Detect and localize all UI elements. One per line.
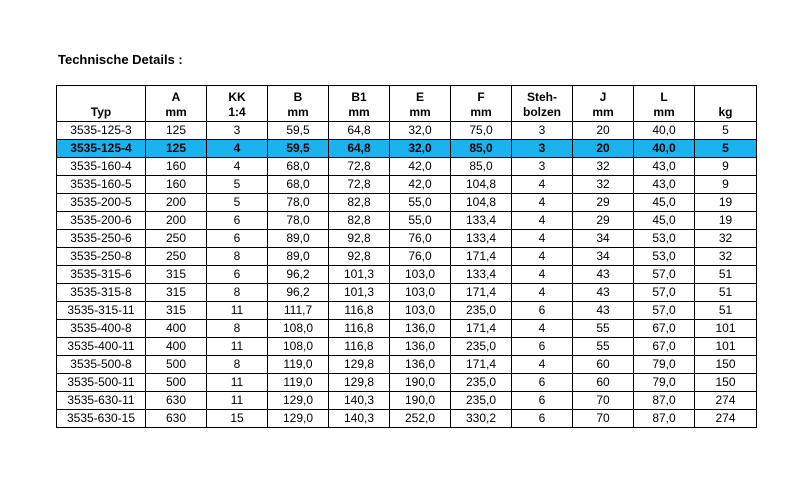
- type-cell: 3535-315-11: [57, 302, 146, 320]
- table-cell: 171,4: [451, 320, 512, 338]
- table-cell: 43: [573, 284, 634, 302]
- table-cell: 51: [695, 284, 757, 302]
- table-cell: 101: [695, 338, 757, 356]
- column-header-line1: KK: [228, 90, 246, 104]
- column-header-line2: mm: [287, 105, 309, 119]
- table-cell: 190,0: [390, 374, 451, 392]
- table-cell: 116,8: [329, 302, 390, 320]
- table-cell: 78,0: [268, 212, 329, 230]
- column-header-line2: mm: [348, 105, 370, 119]
- table-cell: 32: [573, 158, 634, 176]
- column-header-line2: Typ: [90, 105, 112, 119]
- table-cell: 111,7: [268, 302, 329, 320]
- table-cell: 6: [512, 410, 573, 428]
- table-cell: 129,0: [268, 392, 329, 410]
- table-cell: 315: [146, 266, 207, 284]
- type-cell: 3535-200-6: [57, 212, 146, 230]
- table-cell: 500: [146, 374, 207, 392]
- column-header-line1: [57, 90, 145, 105]
- table-cell: 42,0: [390, 176, 451, 194]
- table-cell: 101,3: [329, 266, 390, 284]
- column-header: [695, 86, 757, 122]
- table-cell: 85,0: [451, 140, 512, 158]
- table-row: [57, 266, 757, 284]
- table-row: [57, 320, 757, 338]
- column-header: [329, 86, 390, 122]
- table-cell: 125: [146, 140, 207, 158]
- table-cell: 32: [695, 230, 757, 248]
- table-cell: 6: [207, 212, 268, 230]
- table-cell: 116,8: [329, 320, 390, 338]
- table-cell: 53,0: [634, 248, 695, 266]
- table-cell: 87,0: [634, 392, 695, 410]
- table-cell: 19: [695, 194, 757, 212]
- table-cell: 11: [207, 338, 268, 356]
- table-row: [57, 356, 757, 374]
- table-cell: 4: [512, 248, 573, 266]
- table-cell: 4: [512, 356, 573, 374]
- table-cell: 315: [146, 284, 207, 302]
- column-header-line1: J: [599, 90, 607, 104]
- table-row: [57, 338, 757, 356]
- table-cell: 45,0: [634, 194, 695, 212]
- table-cell: 9: [695, 176, 757, 194]
- table-cell: 45,0: [634, 212, 695, 230]
- table-cell: 133,4: [451, 266, 512, 284]
- table-cell: 96,2: [268, 284, 329, 302]
- type-cell: 3535-160-4: [57, 158, 146, 176]
- table-cell: 400: [146, 320, 207, 338]
- table-cell: 78,0: [268, 194, 329, 212]
- table-cell: 8: [207, 248, 268, 266]
- table-cell: 4: [207, 140, 268, 158]
- table-cell: 64,8: [329, 122, 390, 140]
- column-header: [146, 86, 207, 122]
- table-cell: 82,8: [329, 212, 390, 230]
- table-row: [57, 194, 757, 212]
- column-header: [634, 86, 695, 122]
- table-cell: 250: [146, 230, 207, 248]
- table-cell: 116,8: [329, 338, 390, 356]
- table-row: [57, 284, 757, 302]
- type-cell: 3535-125-3: [57, 122, 146, 140]
- table-cell: 59,5: [268, 122, 329, 140]
- column-header-line1: B: [293, 90, 303, 104]
- table-row: [57, 410, 757, 428]
- table-cell: 4: [512, 266, 573, 284]
- table-cell: 140,3: [329, 392, 390, 410]
- table-cell: 171,4: [451, 248, 512, 266]
- table-header: [57, 86, 757, 122]
- table-body: [57, 122, 757, 428]
- table-cell: 4: [512, 320, 573, 338]
- type-cell: 3535-630-15: [57, 410, 146, 428]
- table-cell: 70: [573, 410, 634, 428]
- table-cell: 57,0: [634, 302, 695, 320]
- table-cell: 43: [573, 266, 634, 284]
- table-cell: 330,2: [451, 410, 512, 428]
- table-cell: 630: [146, 410, 207, 428]
- table-cell: 6: [512, 338, 573, 356]
- table-cell: 101: [695, 320, 757, 338]
- table-cell: 136,0: [390, 338, 451, 356]
- table-cell: 4: [512, 176, 573, 194]
- table-cell: 190,0: [390, 392, 451, 410]
- table-cell: 72,8: [329, 176, 390, 194]
- table-cell: 8: [207, 284, 268, 302]
- table-cell: 8: [207, 356, 268, 374]
- table-cell: 11: [207, 302, 268, 320]
- table-row: [57, 230, 757, 248]
- table-cell: 200: [146, 212, 207, 230]
- type-cell: 3535-630-11: [57, 392, 146, 410]
- column-header-line1: E: [415, 90, 424, 104]
- table-cell: 3: [512, 122, 573, 140]
- table-cell: 136,0: [390, 320, 451, 338]
- table-cell: 55,0: [390, 212, 451, 230]
- table-cell: 6: [207, 230, 268, 248]
- table-cell: 4: [207, 158, 268, 176]
- table-cell: 140,3: [329, 410, 390, 428]
- table-cell: 5: [207, 176, 268, 194]
- table-cell: 92,8: [329, 248, 390, 266]
- table-cell: 29: [573, 194, 634, 212]
- table-row: [57, 392, 757, 410]
- table-cell: 315: [146, 302, 207, 320]
- column-header-line1: L: [660, 90, 668, 104]
- table-cell: 119,0: [268, 356, 329, 374]
- table-cell: 160: [146, 158, 207, 176]
- table-cell: 9: [695, 158, 757, 176]
- table-cell: 4: [512, 194, 573, 212]
- table-cell: 55: [573, 338, 634, 356]
- table-row: [57, 212, 757, 230]
- table-cell: 3: [512, 158, 573, 176]
- table-cell: 67,0: [634, 338, 695, 356]
- table-cell: 235,0: [451, 392, 512, 410]
- column-header-line2: bolzen: [523, 105, 561, 119]
- table-cell: 32: [573, 176, 634, 194]
- table-cell: 630: [146, 392, 207, 410]
- table-cell: 42,0: [390, 158, 451, 176]
- table-cell: 19: [695, 212, 757, 230]
- table-row: [57, 374, 757, 392]
- column-header: [451, 86, 512, 122]
- table-cell: 235,0: [451, 302, 512, 320]
- table-cell: 43: [573, 302, 634, 320]
- table-cell: 85,0: [451, 158, 512, 176]
- column-header-line1: A: [171, 90, 181, 104]
- type-cell: 3535-160-5: [57, 176, 146, 194]
- table-cell: 64,8: [329, 140, 390, 158]
- column-header-line1: B1: [351, 90, 367, 104]
- table-cell: 129,0: [268, 410, 329, 428]
- table-cell: 55,0: [390, 194, 451, 212]
- table-cell: 40,0: [634, 140, 695, 158]
- table-cell: 8: [207, 320, 268, 338]
- table-cell: 34: [573, 248, 634, 266]
- table-cell: 82,8: [329, 194, 390, 212]
- column-header: [268, 86, 329, 122]
- table-cell: 79,0: [634, 374, 695, 392]
- table-cell: 119,0: [268, 374, 329, 392]
- type-cell: 3535-315-8: [57, 284, 146, 302]
- table-cell: 76,0: [390, 230, 451, 248]
- table-cell: 104,8: [451, 194, 512, 212]
- column-header-line1: [695, 90, 756, 105]
- column-header-line1: F: [477, 90, 485, 104]
- table-cell: 6: [207, 266, 268, 284]
- type-cell: 3535-315-6: [57, 266, 146, 284]
- table-cell: 235,0: [451, 374, 512, 392]
- table-cell: 32: [695, 248, 757, 266]
- table-cell: 51: [695, 302, 757, 320]
- table-row: [57, 158, 757, 176]
- type-cell: 3535-500-11: [57, 374, 146, 392]
- table-cell: 11: [207, 392, 268, 410]
- table-cell: 60: [573, 356, 634, 374]
- table-cell: 89,0: [268, 248, 329, 266]
- table-cell: 400: [146, 338, 207, 356]
- technical-details-table: [56, 85, 757, 428]
- table-cell: 15: [207, 410, 268, 428]
- table-cell: 20: [573, 140, 634, 158]
- table-cell: 55: [573, 320, 634, 338]
- table-cell: 129,8: [329, 356, 390, 374]
- type-cell: 3535-400-8: [57, 320, 146, 338]
- table-row: [57, 176, 757, 194]
- table-cell: 235,0: [451, 338, 512, 356]
- table-cell: 43,0: [634, 158, 695, 176]
- table-row: [57, 122, 757, 140]
- table-cell: 40,0: [634, 122, 695, 140]
- column-header-line2: kg: [718, 105, 733, 119]
- table-cell: 76,0: [390, 248, 451, 266]
- table-cell: 32,0: [390, 140, 451, 158]
- table-cell: 274: [695, 410, 757, 428]
- table-cell: 68,0: [268, 158, 329, 176]
- table-cell: 108,0: [268, 338, 329, 356]
- table-cell: 104,8: [451, 176, 512, 194]
- table-cell: 92,8: [329, 230, 390, 248]
- table-cell: 29: [573, 212, 634, 230]
- table-cell: 43,0: [634, 176, 695, 194]
- table-cell: 57,0: [634, 284, 695, 302]
- table-cell: 250: [146, 248, 207, 266]
- table-cell: 34: [573, 230, 634, 248]
- table-row: [57, 248, 757, 266]
- table-cell: 252,0: [390, 410, 451, 428]
- table-cell: 79,0: [634, 356, 695, 374]
- table-cell: 160: [146, 176, 207, 194]
- table-cell: 5: [695, 122, 757, 140]
- table-cell: 11: [207, 374, 268, 392]
- table-cell: 125: [146, 122, 207, 140]
- table-cell: 75,0: [451, 122, 512, 140]
- table-cell: 103,0: [390, 266, 451, 284]
- column-header-line2: mm: [409, 105, 431, 119]
- table-cell: 103,0: [390, 284, 451, 302]
- table-cell: 150: [695, 374, 757, 392]
- column-header-line2: 1:4: [228, 105, 246, 119]
- table-cell: 171,4: [451, 284, 512, 302]
- table-cell: 108,0: [268, 320, 329, 338]
- table-cell: 3: [207, 122, 268, 140]
- column-header: [390, 86, 451, 122]
- type-cell: 3535-125-4: [57, 140, 146, 158]
- table-cell: 136,0: [390, 356, 451, 374]
- type-cell: 3535-250-8: [57, 248, 146, 266]
- table-cell: 59,5: [268, 140, 329, 158]
- table-cell: 129,8: [329, 374, 390, 392]
- type-cell: 3535-500-8: [57, 356, 146, 374]
- column-header: [207, 86, 268, 122]
- table-cell: 500: [146, 356, 207, 374]
- table-cell: 4: [512, 230, 573, 248]
- table-cell: 68,0: [268, 176, 329, 194]
- table-cell: 6: [512, 392, 573, 410]
- table-row-highlighted: [57, 140, 757, 158]
- table-cell: 70: [573, 392, 634, 410]
- table-cell: 133,4: [451, 230, 512, 248]
- column-header-line2: mm: [653, 105, 675, 119]
- type-cell: 3535-400-11: [57, 338, 146, 356]
- table-cell: 67,0: [634, 320, 695, 338]
- type-cell: 3535-250-6: [57, 230, 146, 248]
- table-cell: 20: [573, 122, 634, 140]
- table-cell: 274: [695, 392, 757, 410]
- table-cell: 4: [512, 212, 573, 230]
- column-header: [512, 86, 573, 122]
- column-header-line2: mm: [165, 105, 187, 119]
- table-cell: 6: [512, 374, 573, 392]
- header-row: [57, 86, 757, 122]
- type-cell: 3535-200-5: [57, 194, 146, 212]
- table-cell: 200: [146, 194, 207, 212]
- column-header-line2: mm: [592, 105, 614, 119]
- column-header: [573, 86, 634, 122]
- table-cell: 53,0: [634, 230, 695, 248]
- table-cell: 4: [512, 284, 573, 302]
- table-cell: 103,0: [390, 302, 451, 320]
- table-cell: 89,0: [268, 230, 329, 248]
- table-cell: 3: [512, 140, 573, 158]
- table-cell: 5: [207, 194, 268, 212]
- column-header: [57, 86, 146, 122]
- column-header-line2: mm: [470, 105, 492, 119]
- table-cell: 51: [695, 266, 757, 284]
- page-title: Technische Details :: [58, 52, 183, 67]
- table-row: [57, 302, 757, 320]
- table-cell: 96,2: [268, 266, 329, 284]
- table-cell: 171,4: [451, 356, 512, 374]
- table-cell: 5: [695, 140, 757, 158]
- table-cell: 133,4: [451, 212, 512, 230]
- table-cell: 32,0: [390, 122, 451, 140]
- table-cell: 60: [573, 374, 634, 392]
- table-cell: 150: [695, 356, 757, 374]
- table-cell: 87,0: [634, 410, 695, 428]
- table-cell: 72,8: [329, 158, 390, 176]
- table-cell: 101,3: [329, 284, 390, 302]
- table-cell: 57,0: [634, 266, 695, 284]
- table-cell: 6: [512, 302, 573, 320]
- column-header-line1: Steh-: [527, 90, 557, 104]
